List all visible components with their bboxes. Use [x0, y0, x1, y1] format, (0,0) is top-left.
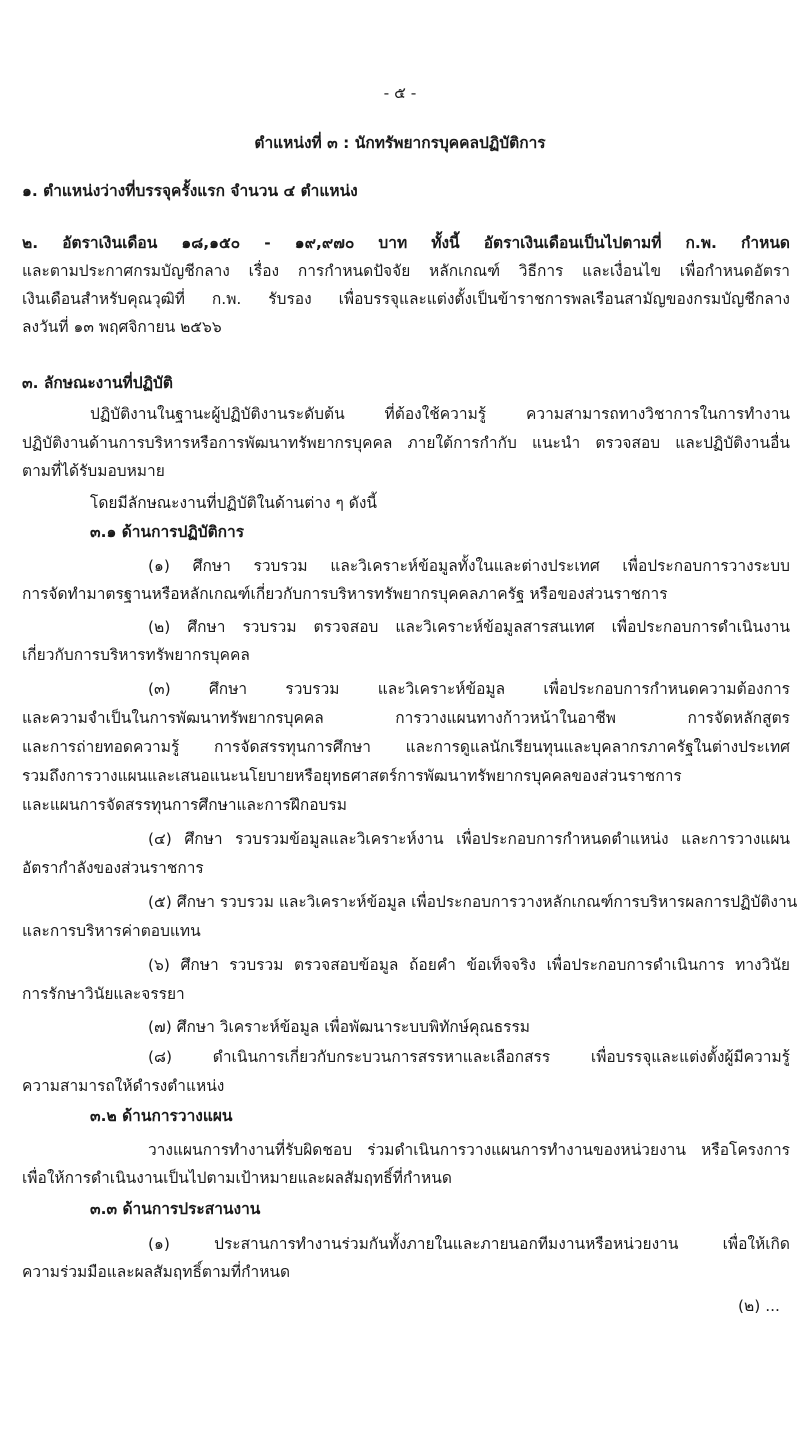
- subsection-3-2-heading: ๓.๒ ด้านการวางแผน: [90, 1107, 233, 1125]
- item-3-1-2-line-1: (๒) ศึกษา รวบรวม ตรวจสอบ และวิเคราะห์ข้อมูลสารสนเทศ เพื่อประกอบการดำเนินงาน: [148, 618, 790, 636]
- section-3-heading: ๓. ลักษณะงานที่ปฏิบัติ: [22, 374, 173, 392]
- section-2-line-2: และตามประกาศกรมบัญชีกลาง เรื่อง การกำหนดปัจจัย หลักเกณฑ์ วิธีการ และเงื่อนไข เพื่อกำหนดอัตรา: [22, 262, 790, 280]
- subsection-3-2-line-1: วางแผนการทำงานที่รับผิดชอบ ร่วมดำเนินการวางแผนการทำงานของหน่วยงาน หรือโครงการ: [148, 1141, 790, 1159]
- section-3-intro-1: ปฏิบัติงานในฐานะผู้ปฏิบัติงานระดับต้น ที่ต้องใช้ความรู้ ความสามารถทางวิชาการในการทำงาน: [90, 405, 790, 423]
- item-3-1-4-line-1: (๔) ศึกษา รวบรวมข้อมูลและวิเคราะห์งาน เพื่อประกอบการกำหนดตำแหน่ง และการวางแผน: [148, 830, 790, 848]
- continuation-marker: (๒) ...: [737, 1297, 780, 1315]
- section-2-line-4: ลงวันที่ ๑๓ พฤศจิกายน ๒๕๖๖: [22, 318, 222, 336]
- item-3-1-3-line-2: และความจำเป็นในการพัฒนาทรัพยากรบุคคล การวางแผนทางก้าวหน้าในอาชีพ การจัดหลักสูตร: [22, 709, 790, 727]
- section-3-intro-2: ปฏิบัติงานด้านการบริหารหรือการพัฒนาทรัพยากรบุคคล ภายใต้การกำกับ แนะนำ ตรวจสอบ และปฏิบัติงานอื่น: [22, 434, 790, 452]
- item-3-1-6-line-2: การรักษาวินัยและจรรยา: [22, 985, 185, 1003]
- page-number: - ๕ -: [383, 84, 417, 102]
- item-3-1-3-line-1: (๓) ศึกษา รวบรวม และวิเคราะห์ข้อมูล เพื่อประกอบการกำหนดความต้องการ: [148, 680, 790, 698]
- section-3-intro-4: โดยมีลักษณะงานที่ปฏิบัติในด้านต่าง ๆ ดังนี้: [90, 494, 378, 512]
- subsection-3-3-item-1-line-1: (๑) ประสานการทำงานร่วมกันทั้งภายในและภายนอกทีมงานหรือหน่วยงาน เพื่อให้เกิด: [148, 1235, 790, 1253]
- section-3-intro-3: ตามที่ได้รับมอบหมาย: [22, 462, 165, 480]
- item-3-1-3-line-5: และแผนการจัดสรรทุนการศึกษาและการฝึกอบรม: [22, 796, 347, 814]
- item-3-1-8-line-2: ความสามารถให้ดำรงตำแหน่ง: [22, 1077, 225, 1095]
- item-3-1-8-line-1: (๘) ดำเนินการเกี่ยวกับกระบวนการสรรหาและเลือกสรร เพื่อบรรจุและแต่งตั้งผู้มีความรู้: [148, 1048, 790, 1066]
- item-3-1-5-line-1: (๕) ศึกษา รวบรวม และวิเคราะห์ข้อมูล เพื่อประกอบการวางหลักเกณฑ์การบริหารผลการปฏิบัติงาน: [148, 893, 798, 911]
- item-3-1-3-line-4: รวมถึงการวางแผนและเสนอแนะนโยบายหรือยุทธศาสตร์การพัฒนาทรัพยากรบุคคลของส่วนราชการ: [22, 767, 682, 785]
- item-3-1-1-line-1: (๑) ศึกษา รวบรวม และวิเคราะห์ข้อมูลทั้งในและต่างประเทศ เพื่อประกอบการวางระบบ: [148, 557, 790, 575]
- section-2-line-1: [22, 230, 790, 257]
- item-3-1-3-line-3: และการถ่ายทอดความรู้ การจัดสรรทุนการศึกษา และการดูแลนักเรียนทุนและบุคลากรภาครัฐในต่างประเทศ: [22, 738, 790, 756]
- item-3-1-2-line-2: เกี่ยวกับการบริหารทรัพยากรบุคคล: [22, 646, 250, 664]
- subsection-3-2-line-2: เพื่อให้การดำเนินงานเป็นไปตามเป้าหมายและผลสัมฤทธิ์ที่กำหนด: [22, 1169, 452, 1187]
- item-3-1-6-line-1: (๖) ศึกษา รวบรวม ตรวจสอบข้อมูล ถ้อยคำ ข้อเท็จจริง เพื่อประกอบการดำเนินการ ทางวินัย: [148, 956, 790, 974]
- item-3-1-4-line-2: อัตรากำลังของส่วนราชการ: [22, 859, 204, 877]
- item-3-1-1-line-2: การจัดทำมาตรฐานหรือหลักเกณฑ์เกี่ยวกับการบริหารทรัพยากรบุคคลภาครัฐ หรือของส่วนราชการ: [22, 585, 668, 603]
- subsection-3-1-heading: ๓.๑ ด้านการปฏิบัติการ: [90, 523, 245, 541]
- position-title: ตำแหน่งที่ ๓ : นักทรัพยากรบุคคลปฏิบัติการ: [254, 134, 546, 152]
- section-2-line-3: เงินเดือนสำหรับคุณวุฒิที่ ก.พ. รับรอง เพื่อบรรจุและแต่งตั้งเป็นข้าราชการพลเรือนสามัญของกรมบัญชีกลาง: [22, 290, 790, 308]
- section-1-vacancies: ๑. ตำแหน่งว่างที่บรรจุครั้งแรก จำนวน ๔ ตำแหน่ง: [22, 182, 358, 200]
- item-3-1-7-line-1: (๗) ศึกษา วิเคราะห์ข้อมูล เพื่อพัฒนาระบบพิทักษ์คุณธรรม: [148, 1018, 531, 1036]
- subsection-3-3-heading: ๓.๓ ด้านการประสานงาน: [90, 1200, 261, 1218]
- section-2-text: ๒. อัตราเงินเดือน ๑๘,๑๕๐ - ๑๙,๙๗๐ บาท ทั้งนี้ อัตราเงินเดือนเป็นไปตามที่ ก.พ. กำหนด: [22, 234, 790, 252]
- item-3-1-5-line-2: และการบริหารค่าตอบแทน: [22, 922, 201, 940]
- subsection-3-3-item-1-line-2: ความร่วมมือและผลสัมฤทธิ์ตามที่กำหนด: [22, 1263, 291, 1281]
